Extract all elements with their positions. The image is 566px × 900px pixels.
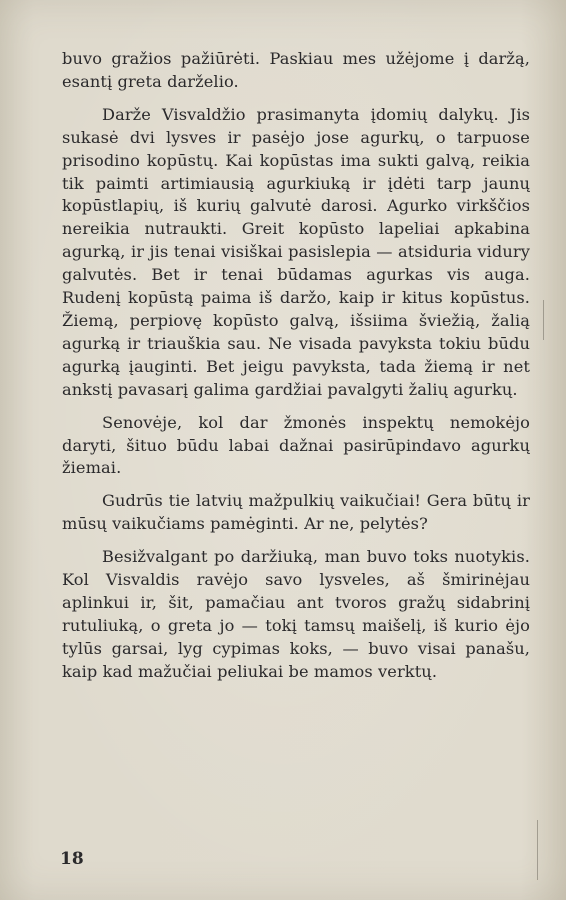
paragraph-5: Besižvalgant po daržiuką, man buvo toks nuotykis. Kol Visvaldis ravėjo savo lysveles, aš šmirinėjau aplinkui ir, šit, pamačiau ant tvoros gražų sidabrinį rutuliuką, o greta jo — tokį tamsų maišelį, iš kurio ėjo tylūs garsai, lyg cypimas koks, — buvo visai panašu, kaip kad mažučiai peliukai be mamos verktų.: [62, 547, 530, 681]
paragraph-1: buvo gražios pažiūrėti. Paskiau mes užėjome į daržą, esantį greta darželio.: [62, 49, 530, 91]
page-edge-mark: [543, 300, 544, 340]
paragraph-2: Darže Visvaldžio prasimanyta įdomių dalykų. Jis sukasė dvi lysves ir pasėjo jose agurkų, o tarpuose prisodino kopūstų. Kai kopūstas ima sukti galvą, reikia tik paimti artimiausią agurkiuką ir įdėti tarp jaunų kopūstlapių, iš kurių galvutė darosi. Agurko virkščios nereikia nutraukti. Greit kopūsto lapeliai apkabina agurką, ir jis tenai visiškai pasislepia — atsiduria vidury galvutės. Bet ir tenai būdamas agurkas vis auga. Rudenį kopūstą paima iš daržo, kaip ir kitus kopūstus. Žiemą, perpiovę kopūsto galvą, išsiima šviežią, žalią agurką ir triauškia sau. Ne visada pavyksta tokiu būdu agurką įauginti. Bet jeigu pavyksta, tada žiemą ir net ankstį pavasarį galima gardžiai pavalgyti žalių agurkų.: [62, 104, 530, 399]
page-number: 18: [60, 849, 84, 869]
body-text: [62, 48, 530, 694]
paragraph-4: Gudrūs tie latvių mažpulkių vaikučiai! Gera būtų ir mūsų vaikučiams pamėginti. Ar ne, pelytės?: [62, 491, 530, 534]
paragraph-3: Senovėje, kol dar žmonės inspektų nemokėjo daryti, šituo būdu labai dažnai pasirūpindavo agurkų žiemai.: [62, 412, 530, 478]
page-edge-mark: [537, 820, 538, 880]
